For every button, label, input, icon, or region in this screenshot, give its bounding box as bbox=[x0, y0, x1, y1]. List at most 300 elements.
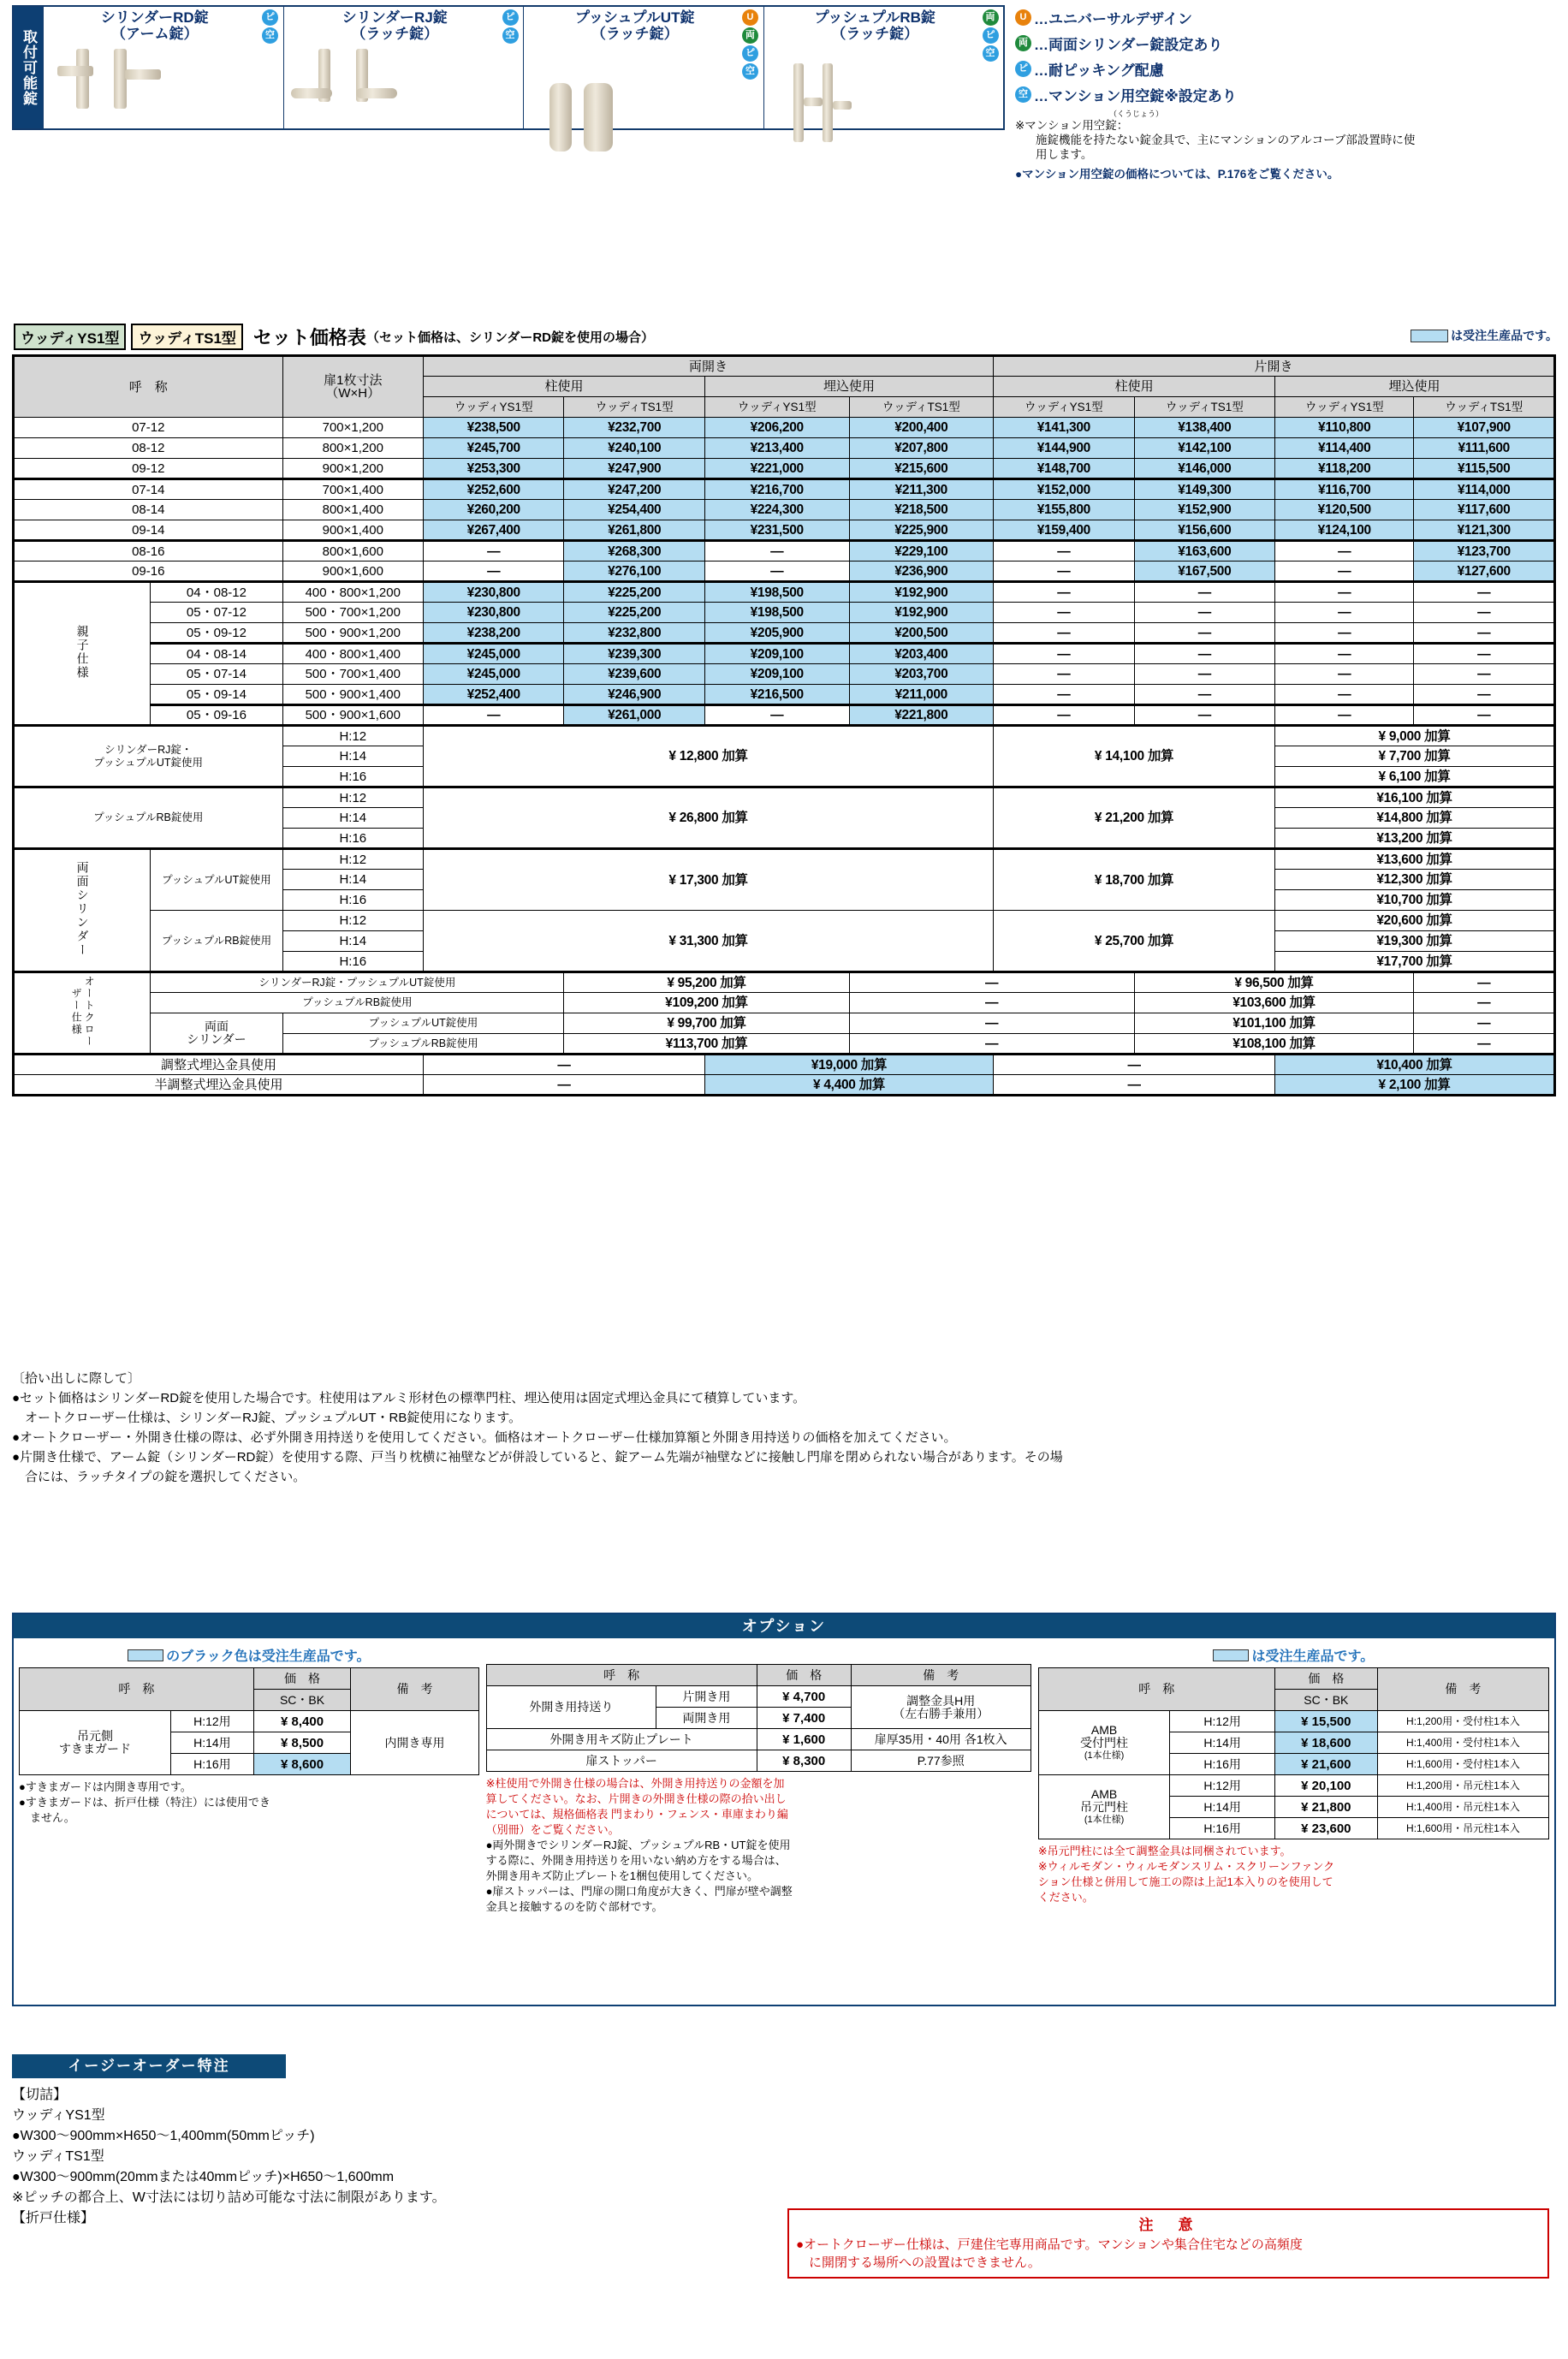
easy-order-line-2: ウッディTS1型 bbox=[12, 2149, 104, 2164]
price-cell: ¥221,800 bbox=[849, 705, 994, 726]
lock-title-line2: （ラッチ錠） bbox=[591, 26, 679, 42]
bracket-single-post: — bbox=[994, 1075, 1275, 1096]
amb-foot-3: ください。 bbox=[1037, 1891, 1094, 1904]
amb-h: H:16用 bbox=[1170, 1818, 1274, 1839]
gap-guard-label-l1: 吊元側 bbox=[77, 1729, 114, 1743]
bracket-double-embed: ¥ 4,400 加算 bbox=[704, 1075, 993, 1096]
price-cell: — bbox=[704, 705, 849, 726]
installable-locks-bar bbox=[12, 5, 1005, 130]
size-cell: 500・900×1,600 bbox=[282, 705, 423, 726]
price-cell: ¥232,700 bbox=[564, 418, 704, 438]
bracket-single-post: — bbox=[994, 1055, 1275, 1075]
amb-price: ¥ 15,500 bbox=[1274, 1711, 1377, 1732]
blue-swatch-icon bbox=[128, 1649, 163, 1661]
outswing-price: ¥ 4,700 bbox=[757, 1686, 851, 1708]
amb-price: ¥ 20,100 bbox=[1274, 1775, 1377, 1797]
price-cell: ¥167,500 bbox=[1134, 562, 1274, 582]
price-cell: ¥225,900 bbox=[849, 520, 994, 541]
height-cell: H:12 bbox=[282, 787, 423, 808]
ac-single-embed: — bbox=[1414, 1034, 1555, 1055]
price-cell: ¥253,300 bbox=[424, 459, 564, 479]
th-single-door: 片開き bbox=[994, 356, 1555, 377]
option-col-amb-post bbox=[1038, 1645, 1549, 1915]
table-row bbox=[14, 787, 1555, 808]
right-blue-note bbox=[1038, 1645, 1549, 1665]
th-ts: ウッディTS1型 bbox=[1134, 397, 1274, 418]
universal-design-icon: U bbox=[1015, 9, 1031, 26]
model-name-cell: 09-16 bbox=[14, 562, 283, 582]
price-cell: — bbox=[994, 644, 1134, 664]
caution-body bbox=[789, 2234, 1547, 2277]
gap-guard-table bbox=[19, 1667, 479, 1775]
bracket-double-post: — bbox=[424, 1075, 705, 1096]
price-cell: ¥117,600 bbox=[1414, 500, 1555, 520]
ac-single-embed: — bbox=[1414, 1013, 1555, 1034]
th-size bbox=[282, 356, 423, 418]
easy-order-line-1: ●W300〜900mm×H650〜1,400mm(50mmピッチ) bbox=[12, 2129, 315, 2143]
th-name: 呼 称 bbox=[1038, 1668, 1274, 1711]
price-cell: ¥231,500 bbox=[704, 520, 849, 541]
price-cell: ¥123,700 bbox=[1414, 541, 1555, 562]
model-name-cell: 08-12 bbox=[14, 438, 283, 459]
th-ts: ウッディTS1型 bbox=[849, 397, 994, 418]
gap-guard-h: H:16用 bbox=[171, 1754, 254, 1775]
double-cylinder-label: 両面シリンダー bbox=[14, 849, 151, 972]
lock-cell-rd bbox=[43, 7, 283, 128]
price-cell: — bbox=[1414, 644, 1555, 664]
amb-remark: H:1,600用・吊元柱1本入 bbox=[1377, 1818, 1548, 1839]
cyl-single: ¥19,300 加算 bbox=[1275, 931, 1555, 952]
table-row bbox=[14, 479, 1555, 500]
price-cell: ¥198,500 bbox=[704, 603, 849, 623]
price-cell: — bbox=[1275, 562, 1414, 582]
gap-guard-foot-0: ●すきまガードは内開き専用です。 bbox=[19, 1780, 192, 1793]
addon-double-embed: ¥ 14,100 加算 bbox=[994, 726, 1275, 787]
cyl-group-label: プッシュプルUT錠使用 bbox=[151, 849, 282, 911]
price-cell: ¥115,500 bbox=[1414, 459, 1555, 479]
size-cell: 900×1,200 bbox=[282, 459, 423, 479]
size-cell: 400・800×1,400 bbox=[282, 644, 423, 664]
addon-single: ¥ 7,700 加算 bbox=[1275, 746, 1555, 767]
ac-double-post: ¥109,200 加算 bbox=[564, 993, 849, 1013]
legend-note-price-ref: ●マンション用空錠の価格については、P.176をご覧ください。 bbox=[1015, 168, 1339, 181]
price-cell: ¥192,900 bbox=[849, 603, 994, 623]
ac-single-embed: — bbox=[1414, 993, 1555, 1013]
amb-h: H:12用 bbox=[1170, 1775, 1274, 1797]
price-cell: ¥198,500 bbox=[704, 582, 849, 603]
th-ys: ウッディYS1型 bbox=[704, 397, 849, 418]
th-name: 呼 称 bbox=[20, 1668, 254, 1711]
caution-box bbox=[787, 2208, 1549, 2279]
pickup-notes bbox=[12, 1370, 1553, 1488]
blue-swatch-icon bbox=[1213, 1649, 1249, 1661]
page-title: セット価格表 bbox=[252, 327, 366, 348]
autocloser-row-label: シリンダーRJ錠・プッシュプルUT錠使用 bbox=[151, 972, 564, 993]
amb-remark: H:1,600用・受付柱1本入 bbox=[1377, 1754, 1548, 1775]
price-cell: — bbox=[1275, 685, 1414, 705]
legend-note-line3: 用します。 bbox=[1036, 148, 1093, 161]
price-cell: ¥245,000 bbox=[424, 644, 564, 664]
model-name-cell: 08-14 bbox=[14, 500, 283, 520]
addon-double-post: ¥ 12,800 加算 bbox=[424, 726, 994, 787]
price-cell: ¥141,300 bbox=[994, 418, 1134, 438]
addon-single: ¥16,100 加算 bbox=[1275, 787, 1555, 808]
ac-single-post: ¥108,100 加算 bbox=[1134, 1034, 1414, 1055]
height-cell: H:14 bbox=[282, 808, 423, 829]
price-cell: ¥159,400 bbox=[994, 520, 1134, 541]
note-line-3: ●片開き仕様で、アーム錠（シリンダーRD錠）を使用する際、戸当り枕横に袖壁などが併設していると、錠アーム先端が袖壁などに接触し門扉を閉められない場合があります。その場 bbox=[12, 1450, 1063, 1465]
easy-order-h1: 【切詰】 bbox=[12, 2088, 68, 2102]
legend-panel bbox=[1015, 7, 1563, 181]
price-cell: — bbox=[1134, 603, 1274, 623]
amb-reception-label bbox=[1038, 1711, 1170, 1775]
lock-cell-rj bbox=[283, 7, 524, 128]
price-cell: ¥200,500 bbox=[849, 623, 994, 644]
price-cell: — bbox=[1275, 705, 1414, 726]
amb-price: ¥ 18,600 bbox=[1274, 1732, 1377, 1754]
price-cell: — bbox=[424, 562, 564, 582]
outswing-name: 扉ストッパー bbox=[486, 1750, 757, 1772]
amb-h: H:16用 bbox=[1170, 1754, 1274, 1775]
th-double-embed: 埋込使用 bbox=[704, 377, 993, 397]
outswing-remark-l1: 調整金具H用 bbox=[906, 1693, 976, 1708]
price-cell: ¥276,100 bbox=[564, 562, 704, 582]
table-row bbox=[14, 603, 1555, 623]
ac-double-post: ¥ 99,700 加算 bbox=[564, 1013, 849, 1034]
price-cell: ¥200,400 bbox=[849, 418, 994, 438]
page-subtitle: （セット価格は、シリンダーRD錠を使用の場合） bbox=[365, 330, 655, 345]
universal-design-badge-icon: U bbox=[742, 9, 758, 26]
price-cell: ¥230,800 bbox=[424, 603, 564, 623]
mansion-dummy-lock-icon: 空 bbox=[1015, 86, 1031, 103]
price-cell: ¥124,100 bbox=[1275, 520, 1414, 541]
price-cell: ¥218,500 bbox=[849, 500, 994, 520]
table-row bbox=[14, 644, 1555, 664]
table-row bbox=[14, 541, 1555, 562]
price-cell: ¥163,600 bbox=[1134, 541, 1274, 562]
ac-single-post: ¥103,600 加算 bbox=[1134, 993, 1414, 1013]
size-cell: 500・700×1,400 bbox=[282, 664, 423, 685]
size-cell: 700×1,200 bbox=[282, 418, 423, 438]
ac-double-embed: — bbox=[849, 972, 1134, 993]
lock-title-line1: プッシュプルUT錠 bbox=[575, 9, 695, 26]
table-row bbox=[14, 438, 1555, 459]
autocloser-row-label: プッシュプルRB錠使用 bbox=[151, 993, 564, 1013]
side-label-text: 取付可能錠 bbox=[21, 29, 37, 106]
gap-guard-h: H:14用 bbox=[171, 1732, 254, 1754]
price-cell: ¥224,300 bbox=[704, 500, 849, 520]
amb-h: H:12用 bbox=[1170, 1711, 1274, 1732]
price-cell: ¥261,000 bbox=[564, 705, 704, 726]
price-cell: ¥207,800 bbox=[849, 438, 994, 459]
price-cell: — bbox=[1275, 603, 1414, 623]
easy-order-title: イージーオーダー特注 bbox=[12, 2054, 286, 2078]
price-cell: ¥261,800 bbox=[564, 520, 704, 541]
model-name-cell: 08-16 bbox=[14, 541, 283, 562]
option-bar-title: オプション bbox=[14, 1614, 1554, 1638]
price-cell: ¥107,900 bbox=[1414, 418, 1555, 438]
ac-single-post: ¥101,100 加算 bbox=[1134, 1013, 1414, 1034]
addon-label: シリンダーRJ錠・ プッシュプルUT錠使用 bbox=[14, 726, 283, 787]
outswing-price: ¥ 1,600 bbox=[757, 1729, 851, 1750]
table-row bbox=[14, 685, 1555, 705]
price-cell: — bbox=[1134, 664, 1274, 685]
lock-photo-rj bbox=[284, 44, 524, 128]
model-name-cell: 09-14 bbox=[14, 520, 283, 541]
price-cell: ¥205,900 bbox=[704, 623, 849, 644]
gap-guard-price: ¥ 8,600 bbox=[253, 1754, 351, 1775]
cyl-single: ¥20,600 加算 bbox=[1275, 911, 1555, 931]
th-price: 価 格 bbox=[757, 1665, 851, 1686]
left-blue-note bbox=[19, 1645, 479, 1665]
lock-title-line2: （ラッチ錠） bbox=[351, 26, 439, 42]
price-cell: ¥120,500 bbox=[1275, 500, 1414, 520]
model-name-cell: 05・09-12 bbox=[151, 623, 282, 644]
gap-guard-foot-2: ません。 bbox=[19, 1811, 75, 1824]
price-cell: ¥240,100 bbox=[564, 438, 704, 459]
mansion-dummy-lock-badge-icon: 空 bbox=[983, 45, 999, 62]
note-line-2: ●オートクローザー・外開き仕様の際は、必ず外開き用持送りを使用してください。価格はオートクローザー仕様加算額と外開き用持送りの価格を加えてください。 bbox=[12, 1430, 957, 1445]
model-name-cell: 09-12 bbox=[14, 459, 283, 479]
legend-label: …耐ピッキング配慮 bbox=[1034, 62, 1164, 79]
price-cell: ¥260,200 bbox=[424, 500, 564, 520]
lock-cell-ut bbox=[523, 7, 763, 128]
price-cell: — bbox=[424, 541, 564, 562]
table-row bbox=[14, 664, 1555, 685]
price-cell: ¥239,600 bbox=[564, 664, 704, 685]
outswing-remark: 扉厚35用・40用 各1枚入 bbox=[851, 1729, 1030, 1750]
cyl-double-post: ¥ 17,300 加算 bbox=[424, 849, 994, 911]
gap-guard-foot-1: ●すきまガードは、折戸仕様（特注）には使用でき bbox=[19, 1796, 270, 1809]
price-cell: ¥239,300 bbox=[564, 644, 704, 664]
outswing-foot-5: する際に、外開き用持送りを用いない納め方をする場合は、 bbox=[485, 1854, 787, 1867]
price-cell: ¥211,300 bbox=[849, 479, 994, 500]
oyako-label: 親子仕様 bbox=[14, 582, 151, 726]
price-cell: — bbox=[994, 685, 1134, 705]
price-cell: ¥225,200 bbox=[564, 603, 704, 623]
option-col-outswing bbox=[486, 1645, 1031, 1915]
price-cell: — bbox=[1275, 644, 1414, 664]
model-name-cell: 04・08-14 bbox=[151, 644, 282, 664]
made-to-order-legend bbox=[1411, 327, 1558, 344]
outswing-foot-8: 金具と接触するのを防ぐ部材です。 bbox=[485, 1900, 663, 1913]
double-cylinder-badge-icon: 両 bbox=[742, 27, 758, 44]
addon-single: ¥13,200 加算 bbox=[1275, 829, 1555, 849]
amb-h: H:14用 bbox=[1170, 1797, 1274, 1818]
outswing-remark bbox=[851, 1686, 1030, 1729]
cyl-single: ¥17,700 加算 bbox=[1275, 952, 1555, 972]
caution-title: 注 意 bbox=[1138, 2217, 1198, 2233]
addon-single: ¥ 9,000 加算 bbox=[1275, 726, 1555, 746]
price-cell: ¥245,000 bbox=[424, 664, 564, 685]
price-cell: ¥246,900 bbox=[564, 685, 704, 705]
lock-title-line1: シリンダーRD錠 bbox=[100, 9, 209, 26]
lock-badges bbox=[261, 9, 280, 44]
ac-cyl-label: 両面 シリンダー bbox=[151, 1013, 282, 1055]
th-size-line1: 扉1枚寸法 bbox=[324, 373, 383, 388]
outswing-remark-l2: （左右勝手兼用） bbox=[893, 1706, 989, 1720]
amb-price: ¥ 21,600 bbox=[1274, 1754, 1377, 1775]
price-cell: — bbox=[1134, 644, 1274, 664]
legend-row-double-cylinder bbox=[1015, 33, 1563, 54]
price-cell: ¥118,200 bbox=[1275, 459, 1414, 479]
price-cell: ¥121,300 bbox=[1414, 520, 1555, 541]
th-remark: 備 考 bbox=[851, 1665, 1030, 1686]
price-cell: ¥215,600 bbox=[849, 459, 994, 479]
option-col-gap-guard bbox=[19, 1645, 479, 1915]
amb-post-table bbox=[1038, 1667, 1549, 1839]
price-cell: — bbox=[1414, 705, 1555, 726]
table-row bbox=[14, 520, 1555, 541]
price-cell: — bbox=[994, 541, 1134, 562]
price-cell: — bbox=[1134, 582, 1274, 603]
size-cell: 500・900×1,400 bbox=[282, 685, 423, 705]
outswing-foot-6: 外開き用キズ防止プレートを1梱包使用してください。 bbox=[485, 1869, 759, 1882]
lock-title-line1: プッシュプルRB錠 bbox=[814, 9, 935, 26]
bracket-double-post: — bbox=[424, 1055, 705, 1075]
cyl-group-label: プッシュプルRB錠使用 bbox=[151, 911, 282, 972]
cyl-double-post: ¥ 31,300 加算 bbox=[424, 911, 994, 972]
bracket-label: 半調整式埋込金具使用 bbox=[14, 1075, 424, 1096]
price-cell: ¥149,300 bbox=[1134, 479, 1274, 500]
th-ys: ウッディYS1型 bbox=[1275, 397, 1414, 418]
price-cell: ¥247,200 bbox=[564, 479, 704, 500]
easy-order-line-4: ※ピッチの都合上、W寸法には切り詰め可能な寸法に制限があります。 bbox=[12, 2190, 446, 2205]
th-price: 価 格 bbox=[1274, 1668, 1377, 1690]
addon-double-post: ¥ 26,800 加算 bbox=[424, 787, 994, 849]
cyl-double-embed: ¥ 25,700 加算 bbox=[994, 911, 1275, 972]
price-cell: ¥209,100 bbox=[704, 644, 849, 664]
outswing-foot-1: 算してください。なお、片開きの外開き仕様の際の拾い出し bbox=[485, 1792, 787, 1805]
lock-title-line1: シリンダーRJ錠 bbox=[342, 9, 448, 26]
ac-single-post: ¥ 96,500 加算 bbox=[1134, 972, 1414, 993]
legend-row-pick-resistant bbox=[1015, 58, 1563, 80]
price-cell: ¥116,700 bbox=[1275, 479, 1414, 500]
model-name-cell: 05・07-12 bbox=[151, 603, 282, 623]
lock-title-line2: （ラッチ錠） bbox=[831, 26, 919, 42]
autocloser-label: オートクローザー仕様 bbox=[14, 972, 151, 1055]
made-to-order-text: は受注生産品です。 bbox=[1451, 329, 1558, 342]
lock-badges bbox=[501, 9, 520, 44]
gap-guard-price: ¥ 8,500 bbox=[253, 1732, 351, 1754]
table-row bbox=[14, 500, 1555, 520]
price-cell: — bbox=[1414, 664, 1555, 685]
addon-label: プッシュプルRB錠使用 bbox=[14, 787, 283, 849]
cyl-single: ¥13,600 加算 bbox=[1275, 849, 1555, 870]
easy-order-line-3: ●W300〜900mm(20mmまたは40mmピッチ)×H650〜1,600mm bbox=[12, 2170, 395, 2184]
price-cell: ¥209,100 bbox=[704, 664, 849, 685]
height-cell: H:14 bbox=[282, 931, 423, 952]
blue-swatch-icon bbox=[1411, 330, 1448, 342]
price-cell: ¥155,800 bbox=[994, 500, 1134, 520]
mansion-dummy-lock-badge-icon: 空 bbox=[262, 27, 278, 44]
caution-line-0: ●オートクローザー仕様は、戸建住宅専用商品です。マンションや集合住宅などの高頻度 bbox=[796, 2237, 1303, 2252]
price-cell: ¥267,400 bbox=[424, 520, 564, 541]
price-cell: ¥192,900 bbox=[849, 582, 994, 603]
price-cell: ¥114,400 bbox=[1275, 438, 1414, 459]
lock-badges bbox=[741, 9, 760, 80]
easy-order-h2: 【折戸仕様】 bbox=[12, 2211, 95, 2225]
price-cell: — bbox=[1134, 623, 1274, 644]
price-cell: ¥142,100 bbox=[1134, 438, 1274, 459]
addon-single: ¥ 6,100 加算 bbox=[1275, 767, 1555, 787]
size-cell: 500・700×1,200 bbox=[282, 603, 423, 623]
model-name-cell: 05・09-14 bbox=[151, 685, 282, 705]
set-price-table bbox=[12, 354, 1556, 1096]
gap-guard-footnotes bbox=[19, 1780, 479, 1825]
price-cell: ¥211,000 bbox=[849, 685, 994, 705]
outswing-table bbox=[486, 1664, 1031, 1772]
price-cell: ¥114,000 bbox=[1414, 479, 1555, 500]
price-cell: ¥221,000 bbox=[704, 459, 849, 479]
price-cell: — bbox=[994, 582, 1134, 603]
amb-h: H:14用 bbox=[1170, 1732, 1274, 1754]
model-name-cell: 05・09-16 bbox=[151, 705, 282, 726]
note-line-1: オートクローザー仕様は、シリンダーRJ錠、プッシュプルUT・RB錠使用になります。 bbox=[12, 1411, 522, 1425]
price-cell: — bbox=[994, 623, 1134, 644]
legend-label: …ユニバーサルデザイン bbox=[1034, 11, 1192, 27]
outswing-price: ¥ 8,300 bbox=[757, 1750, 851, 1772]
th-double-door: 両開き bbox=[424, 356, 994, 377]
price-cell: ¥268,300 bbox=[564, 541, 704, 562]
price-cell: ¥236,900 bbox=[849, 562, 994, 582]
pick-resistant-badge-icon: ピ bbox=[262, 9, 278, 26]
lock-title-line2: （アーム錠） bbox=[111, 26, 199, 42]
amb-label-l1: AMB bbox=[1090, 1722, 1118, 1737]
ac-cyl-row-label: プッシュプルUT錠使用 bbox=[282, 1013, 564, 1034]
price-cell: — bbox=[1414, 623, 1555, 644]
price-cell: ¥254,400 bbox=[564, 500, 704, 520]
price-cell: — bbox=[994, 705, 1134, 726]
table-row bbox=[14, 1075, 1555, 1096]
bracket-label: 調整式埋込金具使用 bbox=[14, 1055, 424, 1075]
legend-row-universal bbox=[1015, 7, 1563, 28]
amb-remark: H:1,400用・受付柱1本入 bbox=[1377, 1732, 1548, 1754]
th-ts: ウッディTS1型 bbox=[564, 397, 704, 418]
price-cell: ¥138,400 bbox=[1134, 418, 1274, 438]
lock-badges bbox=[981, 9, 1000, 62]
outswing-footnotes bbox=[486, 1776, 1031, 1914]
size-cell: 900×1,400 bbox=[282, 520, 423, 541]
price-cell: ¥252,400 bbox=[424, 685, 564, 705]
price-cell: ¥213,400 bbox=[704, 438, 849, 459]
cyl-single: ¥10,700 加算 bbox=[1275, 890, 1555, 911]
table-row bbox=[14, 993, 1555, 1013]
price-cell: — bbox=[1275, 582, 1414, 603]
price-cell: ¥203,400 bbox=[849, 644, 994, 664]
th-ys: ウッディYS1型 bbox=[424, 397, 564, 418]
amb-foot-0: ※吊元門柱には全て調整金具は同梱されています。 bbox=[1037, 1845, 1292, 1857]
model-name-cell: 07-12 bbox=[14, 418, 283, 438]
pick-resistant-icon: ピ bbox=[1015, 61, 1031, 77]
pick-resistant-badge-icon: ピ bbox=[742, 45, 758, 62]
pick-resistant-badge-icon: ピ bbox=[502, 9, 519, 26]
model-name-cell: 04・08-12 bbox=[151, 582, 282, 603]
amb-label-l1: AMB bbox=[1090, 1786, 1118, 1801]
amb-remark: H:1,400用・吊元柱1本入 bbox=[1377, 1797, 1548, 1818]
size-cell: 700×1,400 bbox=[282, 479, 423, 500]
price-cell: ¥238,500 bbox=[424, 418, 564, 438]
easy-order-line-0: ウッディYS1型 bbox=[12, 2108, 105, 2123]
outswing-foot-7: ●扉ストッパーは、門扉の開口角度が大きく、門扉が壁や調整 bbox=[485, 1885, 793, 1898]
lock-cell-rb bbox=[763, 7, 1004, 128]
th-double-post: 柱使用 bbox=[424, 377, 705, 397]
price-cell: ¥245,700 bbox=[424, 438, 564, 459]
th-price-sub: SC・BK bbox=[1274, 1690, 1377, 1711]
price-cell: ¥232,800 bbox=[564, 623, 704, 644]
gap-guard-price: ¥ 8,400 bbox=[253, 1711, 351, 1732]
installable-locks-side-label bbox=[14, 7, 43, 128]
